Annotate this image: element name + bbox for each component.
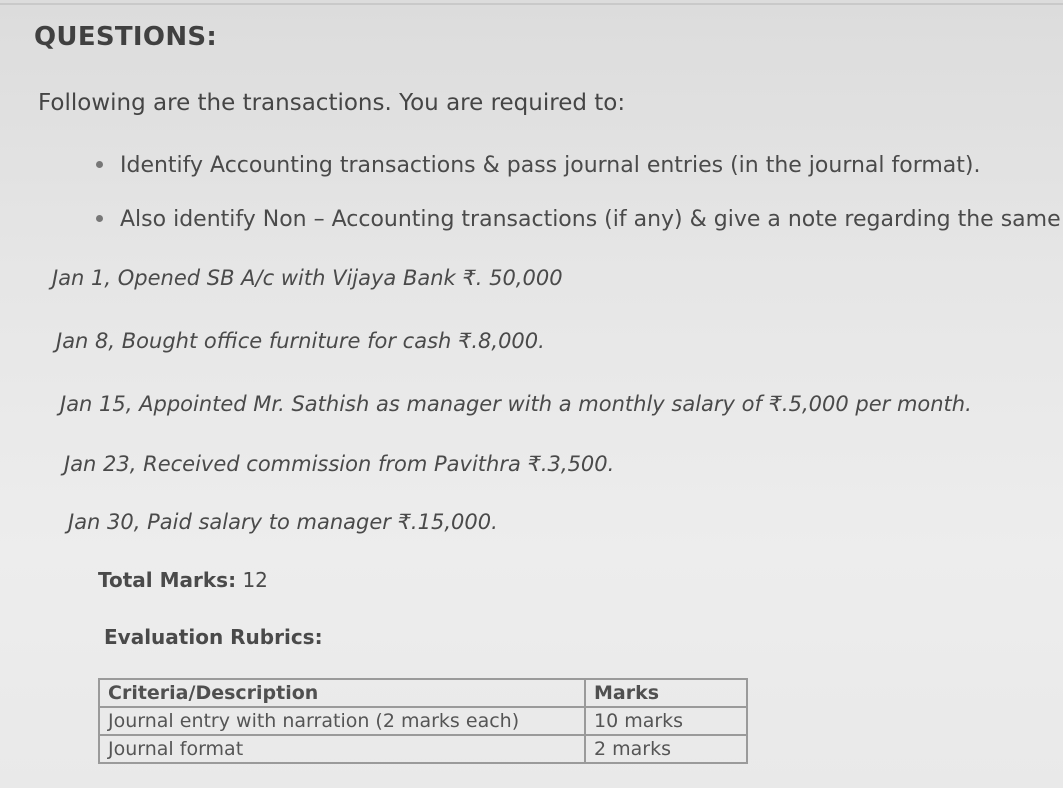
rubric-table <box>98 678 748 764</box>
transaction-item: Jan 30, Paid salary to manager ₹.15,000. <box>68 510 498 534</box>
total-marks-value: 12 <box>242 568 268 592</box>
instruction-item <box>96 207 1061 232</box>
transaction-item: Jan 15, Appointed Mr. Sathish as manager with a monthly salary of ₹.5,000 per month. <box>60 392 972 416</box>
total-marks <box>98 568 268 592</box>
transaction-item: Jan 1, Opened SB A/c with Vijaya Bank ₹. 50,000 <box>52 266 563 290</box>
criteria-cell: Journal format <box>99 735 585 763</box>
table-row <box>99 707 747 735</box>
column-header-marks: Marks <box>585 679 747 707</box>
total-marks-label: Total Marks: <box>98 568 237 592</box>
transaction-item: Jan 8, Bought office furniture for cash ₹.8,000. <box>56 329 545 353</box>
top-divider <box>0 3 1063 5</box>
criteria-cell: Journal entry with narration (2 marks each) <box>99 707 585 735</box>
column-header-criteria: Criteria/Description <box>99 679 585 707</box>
marks-cell: 10 marks <box>585 707 747 735</box>
rubrics-title: Evaluation Rubrics: <box>104 625 323 649</box>
table-header-row <box>99 679 747 707</box>
table-row <box>99 735 747 763</box>
bullet-icon <box>96 161 103 168</box>
transaction-item: Jan 23, Received commission from Pavithra ₹.3,500. <box>64 452 615 476</box>
marks-cell: 2 marks <box>585 735 747 763</box>
bullet-icon <box>96 215 103 222</box>
instruction-text: Also identify Non – Accounting transactions (if any) & give a note regarding the same <box>120 207 1061 232</box>
page-title: QUESTIONS: <box>34 22 218 52</box>
intro-text: Following are the transactions. You are required to: <box>38 90 626 116</box>
instruction-item <box>96 153 981 178</box>
instruction-text: Identify Accounting transactions & pass journal entries (in the journal format). <box>120 153 981 178</box>
